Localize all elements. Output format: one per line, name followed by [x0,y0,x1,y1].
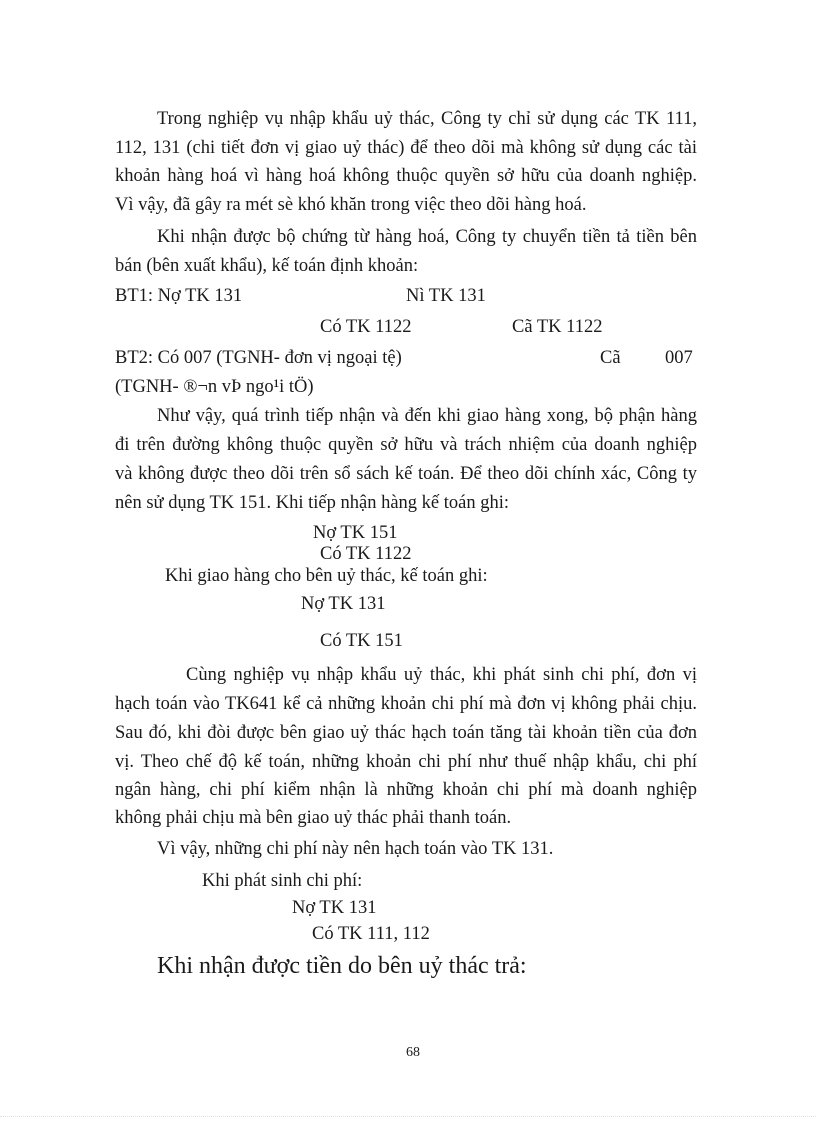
para3-line-3: và không được theo dõi trên sổ sách kế toán. Để theo dõi chính xác, Công ty [115,464,697,484]
para6: Vì vậy, những chi phí này nên hạch toán vào TK 131. [157,839,554,859]
bt2-credit: BT2: Có 007 (TGNH- đơn vị ngoại tệ) [115,348,402,368]
entry2-credit: Có TK 151 [320,631,403,651]
para2-line-2: bán (bên xuất khẩu), kế toán định khoản: [115,256,419,276]
para5-line-1: Cùng nghiệp vụ nhập khẩu uỷ thác, khi phát sinh chi phí, đơn vị [186,665,697,685]
para3-line-1: Như vậy, quá trình tiếp nhận và đến khi giao hàng xong, bộ phận hàng [157,406,697,426]
para2-line-1: Khi nhận được bộ chứng từ hàng hoá, Công ty chuyển tiền tả tiền bên [157,227,697,247]
para3-line-4: nên sử dụng TK 151. Khi tiếp nhận hàng kế toán ghi: [115,493,510,513]
entry3-credit: Có TK 111, 112 [312,924,430,944]
para4: Khi giao hàng cho bên uỷ thác, kế toán ghi: [165,566,488,586]
entry1-debit: Nợ TK 151 [313,523,398,543]
para5-line-2: hạch toán vào TK641 kể cả những khoản chi phí mà đơn vị không phải chịu. [115,694,697,714]
bt1-debit: BT1: Nợ TK 131 [115,286,243,306]
para1-line-2: 112, 131 (chi tiết đơn vị giao uỷ thác) để theo dõi mà không sử dụng các tài [115,138,697,158]
entry2-debit: Nợ TK 131 [301,594,386,614]
page-number: 68 [406,1045,420,1060]
entry3-debit: Nợ TK 131 [292,898,377,918]
para1-line-4: Vì vậy, đã gây ra mét sè khó khăn trong việc theo dõi hàng hoá. [115,195,587,215]
bt1-alt-credit: Cã TK 1122 [512,317,603,337]
bt1-credit: Có TK 1122 [320,317,412,337]
para8: Khi nhận được tiền do bên uỷ thác trả: [157,953,527,979]
para7: Khi phát sinh chi phí: [202,871,363,891]
bt2-alt-word: Cã [600,348,621,368]
para1-line-1: Trong nghiệp vụ nhập khẩu uỷ thác, Công ty chỉ sử dụng các TK 111, [157,109,697,129]
para1-line-3: khoản hàng hoá vì hàng hoá không thuộc quyền sở hữu của doanh nghiệp. [115,166,697,186]
entry1-credit: Có TK 1122 [320,544,412,564]
bt2-alt-line: (TGNH- ®¬n vÞ ngo¹i tÖ) [115,377,314,397]
para5-line-3: Sau đó, khi đòi được bên giao uỷ thác hạch toán tăng tài khoản tiền của đơn [115,723,697,743]
bt1-alt-debit: Nì TK 131 [406,286,486,306]
para3-line-2: đi trên đường không thuộc quyền sở hữu và trách nhiệm của doanh nghiệp [115,435,697,455]
bt2-alt-code: 007 [665,348,693,368]
page-bottom-border [0,1116,816,1117]
para5-line-5: ngân hàng, chi phí kiểm nhận là những khoản chi phí mà doanh nghiệp [115,780,697,800]
para5-line-4: vị. Theo chế độ kế toán, những khoản chi phí như thuế nhập khẩu, chi phí [115,752,697,772]
para5-line-6: không phải chịu mà bên giao uỷ thác phải thanh toán. [115,808,512,828]
